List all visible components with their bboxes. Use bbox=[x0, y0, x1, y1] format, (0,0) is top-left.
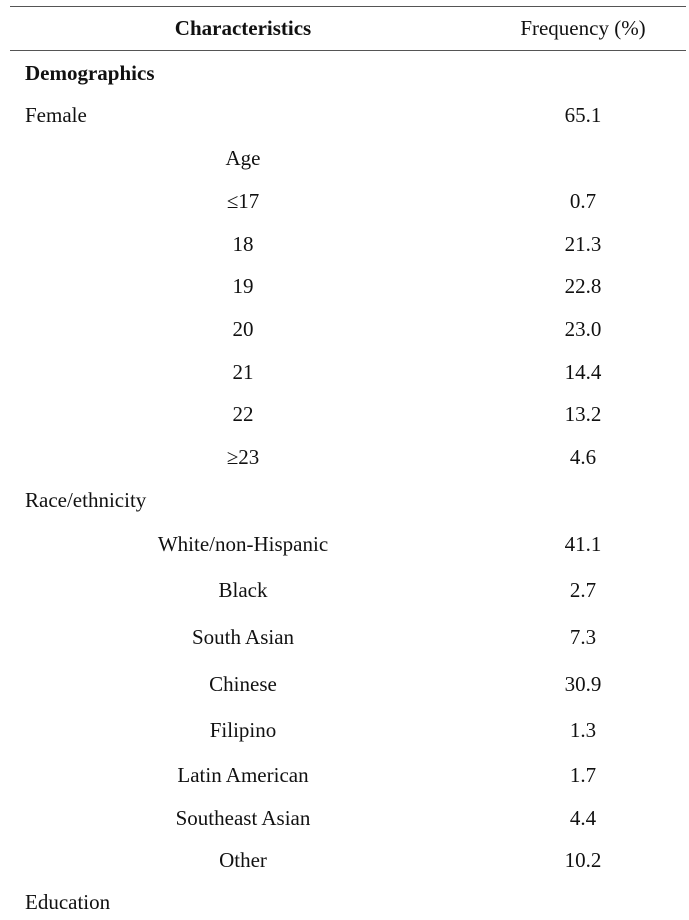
age-subheading: Age bbox=[225, 146, 261, 170]
education-label: Education bbox=[25, 890, 111, 914]
age-row-value: 23.0 bbox=[564, 317, 602, 341]
section-demographics: Demographics bbox=[25, 61, 155, 85]
age-row-value: 13.2 bbox=[564, 402, 602, 426]
race-row-label: Other bbox=[219, 848, 267, 872]
race-row-label: Chinese bbox=[209, 672, 277, 696]
age-row-value: 0.7 bbox=[569, 189, 597, 213]
header-characteristics: Characteristics bbox=[174, 16, 312, 40]
age-row-value: 14.4 bbox=[564, 360, 602, 384]
race-row-value: 1.7 bbox=[569, 763, 597, 787]
age-row-label: 18 bbox=[232, 232, 254, 256]
age-row-label: 22 bbox=[232, 402, 254, 426]
age-row-label: ≥23 bbox=[226, 445, 260, 469]
race-row-label: Black bbox=[218, 578, 268, 602]
table-header-rule bbox=[10, 50, 686, 51]
table-top-rule bbox=[10, 6, 686, 7]
race-row-label: South Asian bbox=[191, 625, 295, 649]
race-row-value: 10.2 bbox=[564, 848, 602, 872]
age-row-value: 21.3 bbox=[564, 232, 602, 256]
race-row-label: Southeast Asian bbox=[175, 806, 311, 830]
race-row-label: Latin American bbox=[177, 763, 309, 787]
race-ethnicity-label: Race/ethnicity bbox=[25, 488, 147, 512]
race-row-value: 2.7 bbox=[569, 578, 597, 602]
race-row-value: 30.9 bbox=[564, 672, 602, 696]
race-row-label: Filipino bbox=[209, 718, 277, 742]
header-frequency: Frequency (%) bbox=[520, 16, 646, 40]
row-female-label: Female bbox=[25, 103, 87, 127]
row-female-value: 65.1 bbox=[564, 103, 602, 127]
age-row-value: 22.8 bbox=[564, 274, 602, 298]
age-row-value: 4.6 bbox=[569, 445, 597, 469]
age-row-label: 20 bbox=[232, 317, 254, 341]
age-row-label: 21 bbox=[232, 360, 254, 384]
race-row-value: 1.3 bbox=[569, 718, 597, 742]
age-row-label: 19 bbox=[232, 274, 254, 298]
race-row-value: 4.4 bbox=[569, 806, 597, 830]
age-row-label: ≤17 bbox=[226, 189, 260, 213]
race-row-value: 41.1 bbox=[564, 532, 602, 556]
race-row-value: 7.3 bbox=[569, 625, 597, 649]
race-row-label: White/non-Hispanic bbox=[157, 532, 329, 556]
